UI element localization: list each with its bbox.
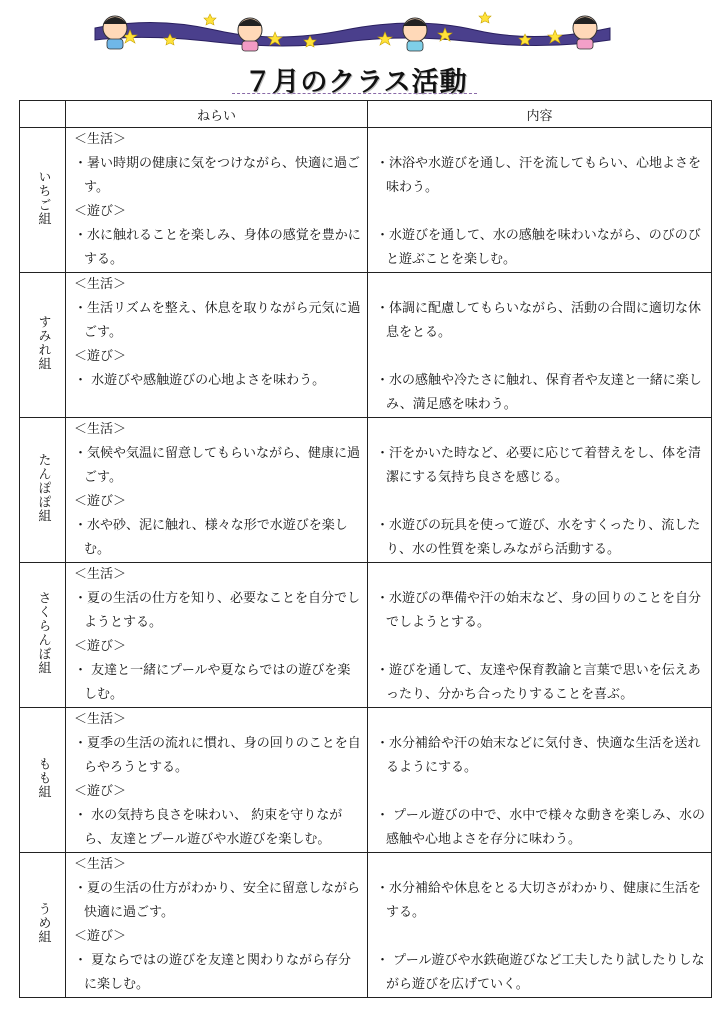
- aim-play-text: ・水に触れることを楽しみ、身体の感覚を豊かにする。: [74, 228, 361, 267]
- content-life-text: ・水遊びの準備や汗の始末など、身の回りのことを自分でしようとする。: [376, 591, 702, 630]
- content-play-text: ・ プール遊びや水鉄砲遊びなど工夫したり試したりしながら遊びを広げていく。: [376, 953, 705, 992]
- content-life-text: ・汗をかいた時など、必要に応じて着替えをし、体を清潔にする気持ち良さを感じる。: [376, 446, 702, 485]
- section-label-life: ＜生活＞: [74, 422, 127, 437]
- content-cell: [368, 128, 712, 273]
- content-play-text: ・水の感触や冷たさに触れ、保育者や友達と一緒に楽しみ、満足感を味わう。: [376, 373, 702, 412]
- section-label-life: ＜生活＞: [74, 567, 127, 582]
- section-label-life: ＜生活＞: [74, 277, 127, 292]
- table-row: [20, 273, 712, 418]
- content-cell: [368, 273, 712, 418]
- group-name-cell: [20, 563, 66, 708]
- content-play-text: ・ プール遊びの中で、水中で様々な動きを楽しみ、水の感触や心地よさを存分に味わう。: [376, 808, 706, 847]
- aims-cell: [66, 853, 368, 998]
- content-play-text: ・水遊びを通して、水の感触を味わいながら、のびのびと遊ぶことを楽しむ。: [376, 228, 701, 267]
- section-label-play: ＜遊び＞: [74, 639, 127, 654]
- section-label-life: ＜生活＞: [74, 857, 127, 872]
- group-name: もも組: [35, 757, 51, 799]
- aim-life-text: ・暑い時期の健康に気をつけながら、快適に過ごす。: [74, 156, 361, 195]
- table-row: [20, 853, 712, 998]
- aim-life-text: ・夏の生活の仕方がわかり、安全に留意しながら快適に過ごす。: [74, 881, 361, 920]
- section-label-play: ＜遊び＞: [74, 929, 127, 944]
- class-activity-table: [19, 100, 712, 998]
- group-name-cell: [20, 853, 66, 998]
- aim-life-text: ・夏季の生活の流れに慣れ、身の回りのことを自らやろうとする。: [74, 736, 361, 775]
- aims-cell: [66, 418, 368, 563]
- aim-life-text: ・夏の生活の仕方を知り、必要なことを自分でしようとする。: [74, 591, 361, 630]
- table-header-row: [20, 101, 712, 128]
- group-name: たんぽぽ組: [35, 453, 51, 523]
- section-label-life: ＜生活＞: [74, 712, 127, 727]
- group-name-cell: [20, 708, 66, 853]
- aims-cell: [66, 563, 368, 708]
- aim-life-text: ・生活リズムを整え、休息を取りながら元気に過ごす。: [74, 301, 361, 340]
- aims-cell: [66, 273, 368, 418]
- content-life-text: ・沐浴や水遊びを通し、汗を流してもらい、心地よさを味わう。: [376, 156, 702, 195]
- table-row: [20, 708, 712, 853]
- group-name: さくらんぼ組: [35, 591, 51, 675]
- section-label-play: ＜遊び＞: [74, 494, 127, 509]
- header-group-blank: [20, 101, 66, 128]
- aims-cell: [66, 708, 368, 853]
- section-label-play: ＜遊び＞: [74, 784, 127, 799]
- title-underline: [232, 93, 477, 94]
- content-play-text: ・水遊びの玩具を使って遊び、水をすくったり、流したり、水の性質を楽しみながら活動する。: [376, 518, 701, 557]
- section-label-life: ＜生活＞: [74, 132, 127, 147]
- content-cell: [368, 853, 712, 998]
- content-life-text: ・水分補給や休息をとる大切さがわかり、健康に生活をする。: [376, 881, 702, 920]
- table-row: [20, 418, 712, 563]
- aim-play-text: ・ 水遊びや感触遊びの心地よさを味わう。: [74, 373, 326, 388]
- aim-life-text: ・気候や気温に留意してもらいながら、健康に過ごす。: [74, 446, 361, 485]
- content-cell: [368, 708, 712, 853]
- aim-play-text: ・ 友達と一緒にプールや夏ならではの遊びを楽しむ。: [74, 663, 351, 702]
- banner-illustration: [85, 8, 620, 54]
- page-title: ７月のクラス活動: [244, 67, 468, 98]
- group-name-cell: [20, 418, 66, 563]
- child-figure-1: [103, 16, 127, 49]
- section-label-play: ＜遊び＞: [74, 349, 127, 364]
- table-row: [20, 563, 712, 708]
- content-life-text: ・体調に配慮してもらいながら、活動の合間に適切な休息をとる。: [376, 301, 702, 340]
- content-play-text: ・遊びを通して、友達や保育教諭と言葉で思いを伝えあったり、分かち合ったりすることを喜ぶ。: [376, 663, 701, 702]
- group-name-cell: [20, 128, 66, 273]
- aim-play-text: ・ 水の気持ち良さを味わい、 約束を守りながら、友達とプール遊びや水遊びを楽しむ。: [74, 808, 343, 847]
- aims-cell: [66, 128, 368, 273]
- group-name: いちご組: [35, 170, 51, 226]
- content-life-text: ・水分補給や汗の始末などに気付き、快適な生活を送れるようにする。: [376, 736, 701, 775]
- group-name: うめ組: [35, 902, 51, 944]
- group-name-cell: [20, 273, 66, 418]
- header-content: 内容: [368, 101, 712, 128]
- aim-play-text: ・ 夏ならではの遊びを友達と関わりながら存分に楽しむ。: [74, 953, 352, 992]
- child-figure-2: [238, 18, 262, 51]
- header-aims: ねらい: [66, 101, 368, 128]
- content-cell: [368, 563, 712, 708]
- aim-play-text: ・水や砂、泥に触れ、様々な形で水遊びを楽しむ。: [74, 518, 348, 557]
- group-name: すみれ組: [35, 315, 51, 371]
- table-row: [20, 128, 712, 273]
- child-figure-3: [403, 18, 427, 51]
- content-cell: [368, 418, 712, 563]
- section-label-play: ＜遊び＞: [74, 204, 127, 219]
